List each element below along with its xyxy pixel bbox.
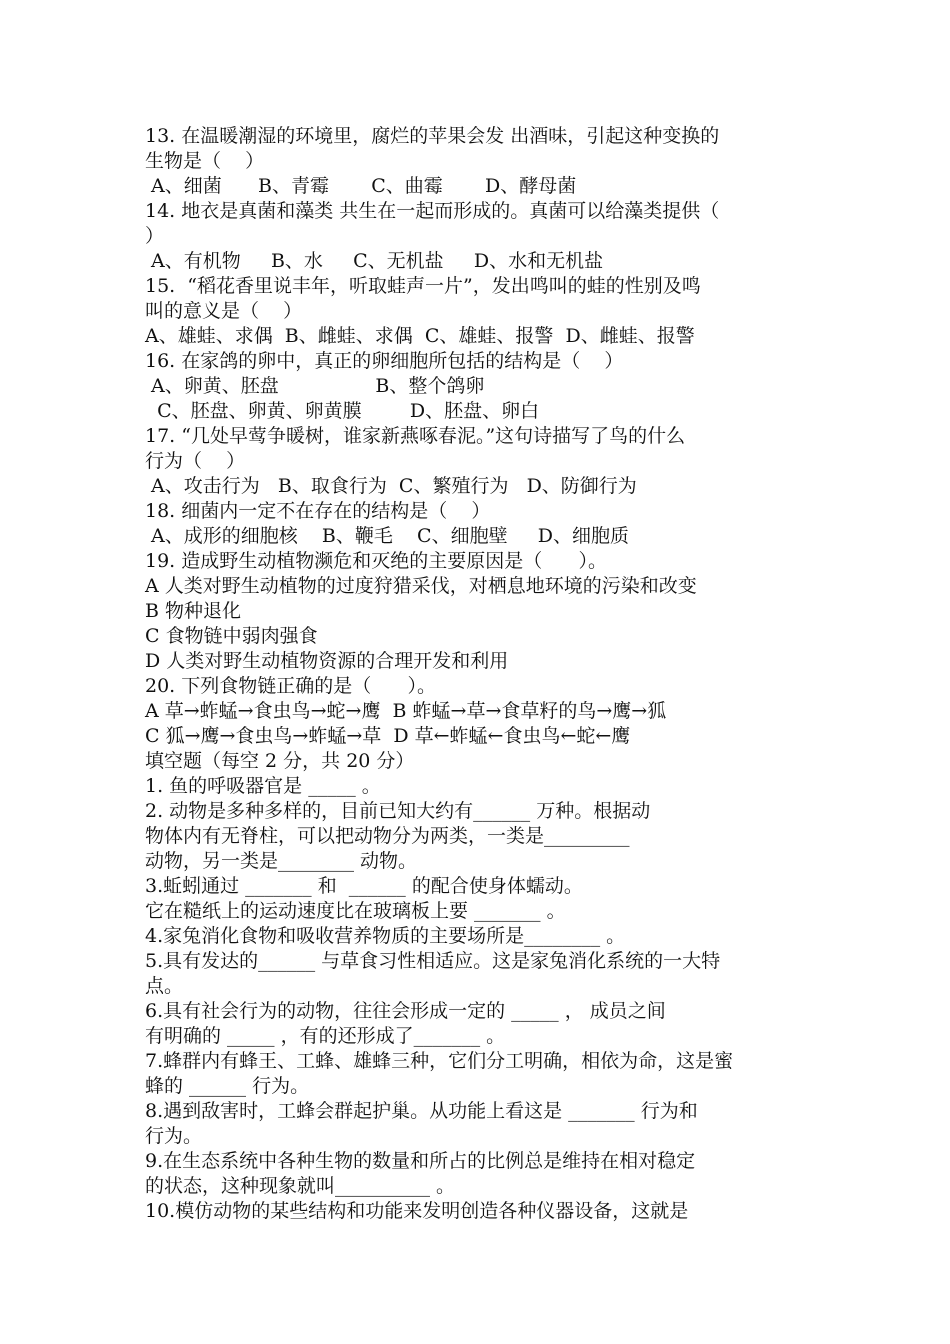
text-line: 蜂的 ______ 行为。	[145, 1075, 310, 1097]
text-line: 15. “稻花香里说丰年，听取蛙声一片”，发出鸣叫的蛙的性别及鸣	[145, 275, 701, 297]
text-line: C 狐→鹰→食虫鸟→蚱蜢→草 D 草←蚱蜢←食虫鸟←蛇←鹰	[145, 725, 631, 747]
text-line: 叫的意义是（ ）	[145, 300, 303, 322]
text-line: 有明确的 _____ ，有的还形成了_______ 。	[145, 1025, 506, 1047]
text-line: 7.蜂群内有蜂王、工蜂、雄蜂三种，它们分工明确，相依为命，这是蜜	[145, 1050, 734, 1072]
text-line: 2. 动物是多种多样的，目前已知大约有______ 万种。根据动	[145, 800, 651, 822]
text-line: A 人类对野生动植物的过度狩猎采伐，对栖息地环境的污染和改变	[145, 575, 697, 597]
text-line: 点。	[145, 975, 184, 997]
text-line: 物体内有无脊柱，可以把动物分为两类，一类是_________	[145, 825, 630, 847]
text-line: A、卵黄、胚盘 B、整个鸽卵	[145, 375, 485, 397]
text-line: 16. 在家鸽的卵中，真正的卵细胞所包括的结构是（ ）	[145, 350, 624, 372]
text-line: 生物是（ ）	[145, 150, 265, 172]
text-line: A、细菌 B、青霉 C、曲霉 D、酵母菌	[145, 175, 577, 197]
text-line: 10.模仿动物的某些结构和功能来发明创造各种仪器设备，这就是	[145, 1200, 689, 1222]
text-line: 6.具有社会行为的动物，往往会形成一定的 _____ ， 成员之间	[145, 1000, 666, 1022]
text-line: C、胚盘、卵黄、卵黄膜 D、胚盘、卵白	[145, 400, 540, 422]
text-line: 8.遇到敌害时，工蜂会群起护巢。从功能上看这是 _______ 行为和	[145, 1100, 698, 1122]
text-line: 4.家兔消化食物和吸收营养物质的主要场所是________ 。	[145, 925, 626, 947]
text-line: 的状态，这种现象就叫__________ 。	[145, 1175, 456, 1197]
text-line: 3.蚯蚓通过 _______ 和 ______ 的配合使身体蠕动。	[145, 875, 583, 897]
text-line: A 草→蚱蜢→食虫鸟→蛇→鹰 B 蚱蜢→草→食草籽的鸟→鹰→狐	[145, 700, 667, 722]
text-line: A、雄蛙、求偶 B、雌蛙、求偶 C、雄蛙、报警 D、雌蛙、报警	[145, 325, 695, 347]
text-line: 13. 在温暖潮湿的环境里，腐烂的苹果会发 出酒味，引起这种变换的	[145, 125, 720, 147]
text-line: A、有机物 B、水 C、无机盐 D、水和无机盐	[145, 250, 604, 272]
text-line: 14. 地衣是真菌和藻类 共生在一起而形成的。真菌可以给藻类提供（	[145, 200, 720, 222]
text-line: 18. 细菌内一定不在存在的结构是（ ）	[145, 500, 491, 522]
text-line: 5.具有发达的______ 与草食习性相适应。这是家兔消化系统的一大特	[145, 950, 721, 972]
text-line: 17. “几处早莺争暖树，谁家新燕啄春泥。”这句诗描写了鸟的什么	[145, 425, 686, 447]
text-line: C 食物链中弱肉强食	[145, 625, 318, 647]
text-line: 行为。	[145, 1125, 203, 1147]
document-body	[145, 124, 813, 1224]
text-line: 19. 造成野生动植物濒危和灭绝的主要原因是（ ）。	[145, 550, 607, 572]
text-line: A、攻击行为 B、取食行为 C、繁殖行为 D、防御行为	[145, 475, 637, 497]
section-heading: 填空题（每空 2 分，共 20 分）	[145, 750, 415, 772]
text-line: 20. 下列食物链正确的是（ ）。	[145, 675, 436, 697]
text-line: D 人类对野生动植物资源的合理开发和利用	[145, 650, 509, 672]
text-line: 行为（ ）	[145, 450, 246, 472]
text-line: 它在糙纸上的运动速度比在玻璃板上要 _______ 。	[145, 900, 566, 922]
text-line: 9.在生态系统中各种生物的数量和所占的比例总是维持在相对稳定	[145, 1150, 696, 1172]
text-line: 动物，另一类是________ 动物。	[145, 850, 418, 872]
text-line: A、成形的细胞核 B、鞭毛 C、细胞壁 D、细胞质	[145, 525, 630, 547]
text-line: B 物种退化	[145, 600, 242, 622]
text-line: ）	[145, 225, 165, 247]
text-line: 1. 鱼的呼吸器官是 _____ 。	[145, 775, 381, 797]
